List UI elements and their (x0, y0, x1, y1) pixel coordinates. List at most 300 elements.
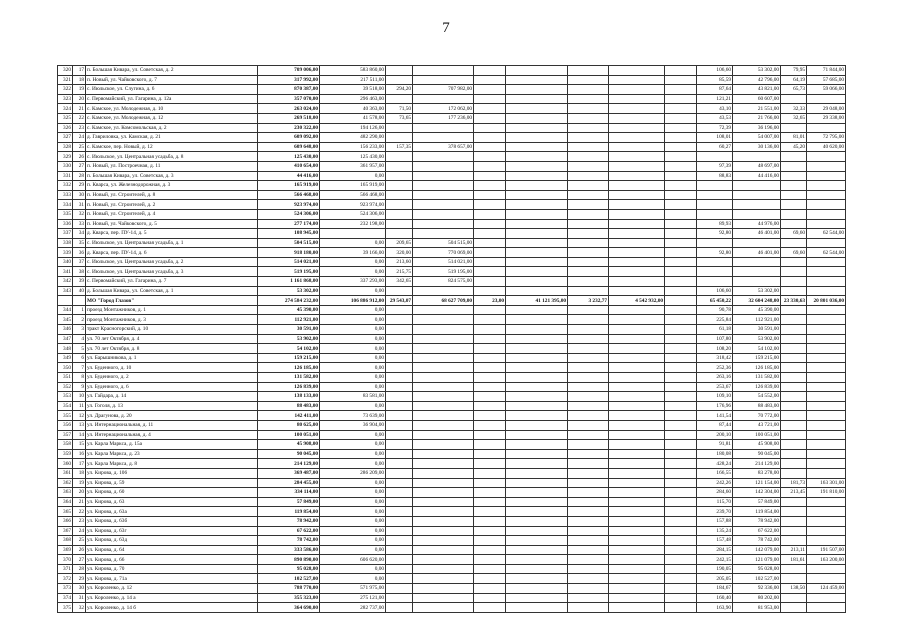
cell-col-4: 606 620,00 (320, 555, 386, 565)
cell-col-11 (665, 449, 697, 459)
cell-col-13 (733, 200, 781, 210)
cell-col-10 (609, 468, 665, 478)
cell-col-4: 0,00 (320, 257, 386, 267)
cell-item-number: 26 (73, 152, 86, 162)
cell-col-14: 69,60 (781, 248, 807, 258)
cell-col-5 (386, 152, 413, 162)
cell-col-10 (609, 334, 665, 344)
cell-col-4: 0,00 (320, 363, 386, 373)
cell-col-15 (807, 401, 846, 411)
cell-col-15 (807, 449, 846, 459)
cell-col-4: 0,00 (320, 430, 386, 440)
cell-col-14 (781, 497, 807, 507)
cell-col-14: 45,20 (781, 142, 807, 152)
cell-col-9 (568, 555, 609, 565)
table-row (58, 305, 846, 315)
cell-col-6 (413, 468, 474, 478)
cell-item-number: 18 (73, 468, 86, 478)
table-row (58, 574, 846, 584)
cell-address: п. Новый, ул. Чайковского, д. 7 (86, 75, 258, 85)
cell-col-11 (665, 536, 697, 546)
cell-col-5 (386, 181, 413, 191)
cell-col-5 (386, 459, 413, 469)
cell-address: п. Новый, ул. Строителей, д. 4 (86, 209, 258, 219)
cell-col-12: 141,54 (697, 411, 733, 421)
cell-col-6: 707 982,00 (413, 85, 474, 95)
cell-col-11 (665, 488, 697, 498)
cell-col-7 (474, 238, 506, 248)
cell-col-8 (506, 161, 568, 171)
cell-col-15: 191 810,00 (807, 488, 846, 498)
cell-col-11 (665, 584, 697, 594)
cell-address: с. Июльское, ул. Центральная усадьба, д. 1 (86, 238, 258, 248)
cell-col-8 (506, 430, 568, 440)
cell-col-10 (609, 133, 665, 143)
cell-col-6 (413, 593, 474, 603)
cell-col-7 (474, 392, 506, 402)
cell-col-14 (781, 123, 807, 133)
cell-address: ул. 70 лет Октября, д. 8 (86, 344, 258, 354)
cell-item-number: 11 (73, 401, 86, 411)
cell-col-12 (697, 267, 733, 277)
cell-col-5: 320,00 (386, 248, 413, 258)
cell-col-10 (609, 305, 665, 315)
cell-total-cost: 78 942,00 (258, 516, 320, 526)
cell-item-number: 19 (73, 85, 86, 95)
cell-col-6: 519 195,00 (413, 267, 474, 277)
cell-col-7 (474, 584, 506, 594)
cell-col-15 (807, 353, 846, 363)
cell-col-10 (609, 363, 665, 373)
cell-col-13 (733, 209, 781, 219)
cell-item-number: 16 (73, 449, 86, 459)
cell-col-5: 294,20 (386, 85, 413, 95)
table-row (58, 267, 846, 277)
cell-col-14: 181,73 (781, 478, 807, 488)
cell-col-13: 81 953,00 (733, 603, 781, 613)
cell-col-5 (386, 593, 413, 603)
cell-col-11 (665, 66, 697, 76)
cell-col-12 (697, 190, 733, 200)
cell-col-11 (665, 459, 697, 469)
table-row (58, 94, 846, 104)
cell-col-7 (474, 248, 506, 258)
cell-col-14 (781, 209, 807, 219)
cell-col-6 (413, 382, 474, 392)
cell-col-4: 0,00 (320, 564, 386, 574)
cell-col-11 (665, 478, 697, 488)
table-row (58, 325, 846, 335)
cell-col-11 (665, 305, 697, 315)
cell-col-15 (807, 497, 846, 507)
cell-row-index: 336 (58, 219, 73, 229)
cell-address: ул. Интернациональная, д. 4 (86, 430, 258, 440)
cell-col-12: 176,96 (697, 401, 733, 411)
cell-col-15 (807, 373, 846, 383)
cell-total-cost: 44 416,00 (258, 171, 320, 181)
cell-col-11 (665, 373, 697, 383)
cell-col-15: 124 459,00 (807, 584, 846, 594)
cell-col-15: 72 795,00 (807, 133, 846, 143)
cell-col-6 (413, 209, 474, 219)
table-row (58, 286, 846, 296)
cell-total-cost: 88 483,00 (258, 401, 320, 411)
cell-col-15 (807, 334, 846, 344)
cell-col-9 (568, 449, 609, 459)
cell-col-5: 215,75 (386, 267, 413, 277)
cell-total-cost: 709 006,00 (258, 66, 320, 76)
cell-item-number: 6 (73, 353, 86, 363)
cell-col-12: 89,93 (697, 219, 733, 229)
cell-col-13: 53 902,00 (733, 334, 781, 344)
cell-total-cost: 108 945,00 (258, 229, 320, 239)
cell-col-5 (386, 209, 413, 219)
cell-col-5 (386, 449, 413, 459)
cell-col-5 (386, 555, 413, 565)
cell-col-7 (474, 516, 506, 526)
cell-col-15 (807, 459, 846, 469)
cell-col-15 (807, 344, 846, 354)
cell-col-12: 284,15 (697, 545, 733, 555)
cell-col-4: 0,00 (320, 353, 386, 363)
cell-col-4: 165 919,00 (320, 181, 386, 191)
cell-total-cost: 334 114,00 (258, 488, 320, 498)
cell-col-8 (506, 382, 568, 392)
cell-col-10 (609, 449, 665, 459)
cell-col-6 (413, 411, 474, 421)
cell-col-10 (609, 584, 665, 594)
cell-row-index: 364 (58, 497, 73, 507)
cell-col-15 (807, 171, 846, 181)
cell-col-5 (386, 392, 413, 402)
cell-col-15: 29 048,00 (807, 104, 846, 114)
table-row (58, 526, 846, 536)
cell-col-9 (568, 545, 609, 555)
cell-total-cost: 504 515,00 (258, 238, 320, 248)
table-row (58, 66, 846, 76)
cell-col-7 (474, 209, 506, 219)
table-row (58, 564, 846, 574)
cell-col-15: 62 544,00 (807, 229, 846, 239)
cell-col-8 (506, 420, 568, 430)
cell-col-9 (568, 468, 609, 478)
cell-item-number: 38 (73, 267, 86, 277)
cell-col-15 (807, 507, 846, 517)
cell-item-number: 32 (73, 603, 86, 613)
cell-row-index: 344 (58, 305, 73, 315)
cell-col-9 (568, 104, 609, 114)
cell-col-14 (781, 373, 807, 383)
cell-col-12: 108,01 (697, 133, 733, 143)
cell-col-4: 482 290,00 (320, 133, 386, 143)
cell-col-11 (665, 353, 697, 363)
cell-col-10 (609, 411, 665, 421)
cell-col-6 (413, 516, 474, 526)
cell-col-5 (386, 344, 413, 354)
cell-col-9 (568, 161, 609, 171)
cell-col-13: 83 278,00 (733, 468, 781, 478)
cell-total-cost: 100 051,00 (258, 430, 320, 440)
cell-col-4: 0,00 (320, 334, 386, 344)
cell-col-11 (665, 593, 697, 603)
cell-col-10 (609, 209, 665, 219)
cell-row-index: 367 (58, 526, 73, 536)
cell-col-13: 100 051,00 (733, 430, 781, 440)
cell-col-5: 73,65 (386, 113, 413, 123)
cell-item-number: 20 (73, 488, 86, 498)
cell-col-11 (665, 133, 697, 143)
cell-col-11 (665, 181, 697, 191)
cell-col-13: 53 302,00 (733, 286, 781, 296)
cell-row-index: 322 (58, 85, 73, 95)
cell-col-14 (781, 603, 807, 613)
cell-col-6 (413, 229, 474, 239)
cell-col-12: 85,59 (697, 75, 733, 85)
cell-col-5 (386, 507, 413, 517)
cell-col-10 (609, 516, 665, 526)
cell-col-14 (781, 411, 807, 421)
table-row (58, 488, 846, 498)
cell-col-13: 214 129,00 (733, 459, 781, 469)
cell-col-13: 112 921,00 (733, 315, 781, 325)
cell-col-9 (568, 536, 609, 546)
cell-total-cost: 138 133,00 (258, 392, 320, 402)
cell-total-cost: 126 185,00 (258, 363, 320, 373)
table-row (58, 75, 846, 85)
cell-col-6 (413, 363, 474, 373)
cell-total-cost: 277 174,00 (258, 219, 320, 229)
cell-col-14 (781, 238, 807, 248)
cell-col-9 (568, 392, 609, 402)
cell-col-11 (665, 363, 697, 373)
cell-col-6 (413, 478, 474, 488)
cell-col-14 (781, 94, 807, 104)
cell-col-15 (807, 392, 846, 402)
table-row (58, 468, 846, 478)
table-row (58, 248, 846, 258)
cell-col-6: 824 575,00 (413, 277, 474, 287)
cell-col-4: 0,00 (320, 315, 386, 325)
cell-col-4: 0,00 (320, 526, 386, 536)
cell-col-11 (665, 171, 697, 181)
cell-col-10 (609, 142, 665, 152)
cell-col-6 (413, 507, 474, 517)
cell-col-6 (413, 123, 474, 133)
cell-col-11 (665, 507, 697, 517)
cell-col-13: 36 196,00 (733, 123, 781, 133)
cell-col-15 (807, 267, 846, 277)
cell-col-14: 32,33 (781, 104, 807, 114)
cell-col-8 (506, 545, 568, 555)
cell-col-7 (474, 574, 506, 584)
cell-col-5 (386, 411, 413, 421)
cell-col-14 (781, 536, 807, 546)
cell-row-index: 370 (58, 555, 73, 565)
cell-item-number: 7 (73, 363, 86, 373)
cell-col-13: 78 742,00 (733, 536, 781, 546)
cell-col-11 (665, 142, 697, 152)
cell-col-5 (386, 468, 413, 478)
cell-col-4: 0,00 (320, 545, 386, 555)
cell-col-7 (474, 411, 506, 421)
cell-total-cost: 317 992,00 (258, 75, 320, 85)
cell-col-15 (807, 593, 846, 603)
cell-col-13: 121 079,00 (733, 555, 781, 565)
cell-row-index: 333 (58, 190, 73, 200)
cell-col-8 (506, 181, 568, 191)
cell-col-11 (665, 286, 697, 296)
cell-col-12: 90,78 (697, 305, 733, 315)
table-row (58, 536, 846, 546)
cell-col-12: 263,16 (697, 373, 733, 383)
cell-item-number (73, 296, 86, 306)
cell-col-6 (413, 392, 474, 402)
cell-col-10 (609, 440, 665, 450)
cell-total-cost: 514 021,00 (258, 257, 320, 267)
cell-address: п. Новый, ул. Чайковского, д. 5 (86, 219, 258, 229)
cell-row-index: 368 (58, 536, 73, 546)
cell-col-14 (781, 593, 807, 603)
cell-col-12: 284,60 (697, 488, 733, 498)
cell-item-number: 22 (73, 113, 86, 123)
cell-col-10 (609, 277, 665, 287)
cell-col-6: 378 657,00 (413, 142, 474, 152)
cell-col-10 (609, 497, 665, 507)
cell-col-8 (506, 478, 568, 488)
cell-col-10 (609, 536, 665, 546)
cell-col-4: 0,00 (320, 449, 386, 459)
cell-col-9 (568, 238, 609, 248)
cell-col-13: 54 007,00 (733, 133, 781, 143)
table-row (58, 219, 846, 229)
cell-col-8 (506, 468, 568, 478)
cell-col-13: 142 304,00 (733, 488, 781, 498)
cell-row-index: 339 (58, 248, 73, 258)
cell-col-12: 60,27 (697, 142, 733, 152)
cell-col-12: 239,70 (697, 507, 733, 517)
cell-col-7: 23,00 (474, 296, 506, 306)
cell-col-7 (474, 401, 506, 411)
table-row (58, 430, 846, 440)
table-row (58, 277, 846, 287)
cell-col-6 (413, 497, 474, 507)
cell-address: ул. Кирова, д. 71а (86, 574, 258, 584)
cell-col-15: 40 620,00 (807, 142, 846, 152)
cell-col-14 (781, 526, 807, 536)
cell-col-11 (665, 123, 697, 133)
table-row (58, 459, 846, 469)
cell-col-11 (665, 526, 697, 536)
cell-row-index: 329 (58, 152, 73, 162)
cell-col-12 (697, 200, 733, 210)
table-row (58, 373, 846, 383)
cell-col-9 (568, 440, 609, 450)
cell-col-4: 194 126,00 (320, 123, 386, 133)
cell-total-cost: 333 586,00 (258, 545, 320, 555)
cell-col-7 (474, 603, 506, 613)
cell-col-8 (506, 497, 568, 507)
table-row (58, 229, 846, 239)
cell-col-13: 21 766,00 (733, 113, 781, 123)
cell-col-8 (506, 113, 568, 123)
cell-col-6 (413, 574, 474, 584)
cell-address: ул. Кирова, д. 60 (86, 488, 258, 498)
cell-col-10 (609, 219, 665, 229)
cell-col-12 (697, 257, 733, 267)
cell-col-14 (781, 401, 807, 411)
cell-col-9 (568, 564, 609, 574)
cell-col-4 (320, 229, 386, 239)
cell-item-number: 22 (73, 507, 86, 517)
cell-col-9 (568, 459, 609, 469)
cell-col-14 (781, 200, 807, 210)
cell-total-cost: 67 622,00 (258, 526, 320, 536)
cell-col-7 (474, 420, 506, 430)
cell-col-7 (474, 555, 506, 565)
cell-col-9 (568, 257, 609, 267)
cell-address: ул. 70 лет Октября, д. 4 (86, 334, 258, 344)
cell-col-15 (807, 123, 846, 133)
cell-row-index: 335 (58, 209, 73, 219)
cell-col-11 (665, 430, 697, 440)
cell-col-13: 80 202,00 (733, 593, 781, 603)
cell-col-13: 43 821,00 (733, 85, 781, 95)
cell-col-10 (609, 113, 665, 123)
table-row (58, 334, 846, 344)
cell-col-11 (665, 190, 697, 200)
cell-col-8 (506, 257, 568, 267)
cell-col-14: 79,95 (781, 66, 807, 76)
cell-total-cost: 45 390,00 (258, 305, 320, 315)
cell-col-15 (807, 286, 846, 296)
cell-col-11 (665, 113, 697, 123)
cell-col-7 (474, 440, 506, 450)
cell-col-7 (474, 325, 506, 335)
cell-col-10: 4 542 932,00 (609, 296, 665, 306)
cell-col-15: 62 544,00 (807, 248, 846, 258)
cell-col-13: 54 552,00 (733, 392, 781, 402)
cell-col-5 (386, 334, 413, 344)
cell-col-8 (506, 488, 568, 498)
cell-col-8 (506, 603, 568, 613)
cell-col-13: 67 622,00 (733, 526, 781, 536)
cell-address: ул. Барышникова, д. 1 (86, 353, 258, 363)
cell-item-number: 30 (73, 584, 86, 594)
cell-col-8 (506, 459, 568, 469)
cell-col-8 (506, 171, 568, 181)
cell-col-5 (386, 440, 413, 450)
cell-col-6 (413, 526, 474, 536)
cell-address: п. Новый, ул. Пострoечная, д. 11 (86, 161, 258, 171)
cell-col-8 (506, 411, 568, 421)
cell-item-number: 39 (73, 277, 86, 287)
cell-address: ул. Гайдара, д. 14 (86, 392, 258, 402)
cell-col-10 (609, 267, 665, 277)
cell-item-number: 4 (73, 334, 86, 344)
cell-col-6 (413, 536, 474, 546)
cell-row-index: 374 (58, 593, 73, 603)
cell-col-4: 106 886 912,00 (320, 296, 386, 306)
cell-col-9 (568, 305, 609, 315)
cell-address: с. Камское, ул. Молодежная, д. 10 (86, 104, 258, 114)
cell-col-9 (568, 66, 609, 76)
cell-col-8 (506, 229, 568, 239)
cell-col-8 (506, 334, 568, 344)
cell-total-cost: 102 527,00 (258, 574, 320, 584)
cell-col-5: 71,50 (386, 104, 413, 114)
cell-col-4: 125 430,00 (320, 152, 386, 162)
cell-col-12: 166,55 (697, 468, 733, 478)
